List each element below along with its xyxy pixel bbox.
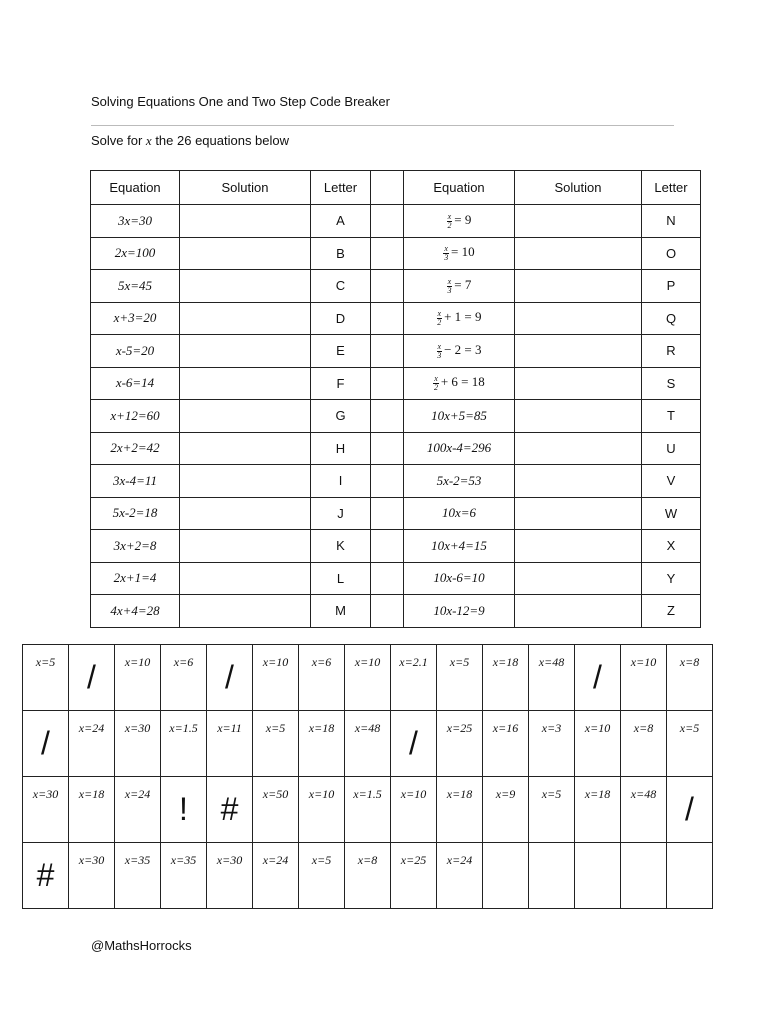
solution-cell[interactable] — [515, 497, 642, 530]
code-cell[interactable]: x=24 — [437, 843, 483, 909]
table-row — [91, 530, 701, 563]
code-cell[interactable]: x=10 — [621, 645, 667, 711]
fraction — [433, 375, 439, 392]
letter-cell: G — [311, 400, 371, 433]
spacer-cell — [371, 465, 404, 498]
letter-cell: A — [311, 205, 371, 238]
letter-cell: P — [642, 270, 701, 303]
equation-cell: 3x=30 — [91, 205, 180, 238]
equation-cell: x-5=20 — [91, 335, 180, 368]
code-cell[interactable]: x=10 — [345, 645, 391, 711]
title-divider — [91, 125, 674, 126]
equation-cell — [404, 302, 515, 335]
spacer-cell — [371, 400, 404, 433]
solution-cell[interactable] — [180, 237, 311, 270]
code-separator: / — [23, 711, 69, 777]
code-cell[interactable]: x=48 — [621, 777, 667, 843]
equation-table — [90, 170, 701, 628]
code-separator: ! — [161, 777, 207, 843]
equation-cell: 3x+2=8 — [91, 530, 180, 563]
solution-cell[interactable] — [180, 465, 311, 498]
solution-cell[interactable] — [180, 302, 311, 335]
fraction-denominator: 3 — [437, 350, 442, 360]
instruction-suffix: the 26 equations below — [151, 133, 290, 148]
code-cell[interactable]: x=5 — [299, 843, 345, 909]
code-cell[interactable]: x=30 — [115, 711, 161, 777]
code-cell[interactable]: x=50 — [253, 777, 299, 843]
fraction-denominator: 2 — [437, 318, 442, 327]
spacer-cell — [371, 497, 404, 530]
spacer-cell — [371, 237, 404, 270]
solution-cell[interactable] — [515, 302, 642, 335]
equation-table-header — [91, 171, 701, 205]
fraction-numerator: x — [447, 276, 452, 286]
code-cell[interactable]: x=16 — [483, 711, 529, 777]
letter-cell: Y — [642, 562, 701, 595]
author-credit: @MathsHorrocks — [91, 938, 192, 953]
code-separator: / — [207, 645, 253, 711]
spacer-cell — [371, 367, 404, 400]
code-cell[interactable] — [575, 843, 621, 909]
spacer-cell — [371, 205, 404, 238]
letter-cell: J — [311, 497, 371, 530]
code-cell[interactable]: x=8 — [345, 843, 391, 909]
equation-remainder: − 2 = 3 — [444, 341, 482, 357]
code-cell[interactable] — [621, 843, 667, 909]
code-cell[interactable]: x=30 — [69, 843, 115, 909]
letter-cell: M — [311, 595, 371, 628]
fraction — [437, 343, 443, 360]
equation-cell — [404, 367, 515, 400]
code-cell[interactable]: x=25 — [437, 711, 483, 777]
spacer-cell — [371, 432, 404, 465]
header-cell: Letter — [642, 171, 701, 205]
code-row — [23, 711, 713, 777]
fraction — [443, 245, 449, 262]
code-row — [23, 645, 713, 711]
letter-cell: R — [642, 335, 701, 368]
letter-cell: I — [311, 465, 371, 498]
solution-cell[interactable] — [180, 562, 311, 595]
solution-cell[interactable] — [180, 205, 311, 238]
table-row — [91, 205, 701, 238]
equation-cell: 10x+5=85 — [404, 400, 515, 433]
header-cell — [371, 171, 404, 205]
code-separator: # — [23, 843, 69, 909]
code-cell[interactable]: x=1.5 — [345, 777, 391, 843]
fraction — [447, 278, 453, 295]
letter-cell: W — [642, 497, 701, 530]
code-cell[interactable]: x=10 — [299, 777, 345, 843]
solution-cell[interactable] — [180, 367, 311, 400]
solution-cell[interactable] — [180, 335, 311, 368]
equation-cell: 3x-4=11 — [91, 465, 180, 498]
letter-cell: S — [642, 367, 701, 400]
solution-cell[interactable] — [515, 530, 642, 563]
fraction-denominator: 2 — [434, 383, 439, 392]
fraction — [447, 213, 453, 230]
letter-cell: O — [642, 237, 701, 270]
code-cell[interactable]: x=10 — [253, 645, 299, 711]
solution-cell[interactable] — [180, 400, 311, 433]
equation-cell: 10x-6=10 — [404, 562, 515, 595]
code-cell[interactable]: x=18 — [483, 645, 529, 711]
table-row — [91, 335, 701, 368]
fraction-numerator: x — [444, 244, 448, 253]
code-cell[interactable]: x=48 — [345, 711, 391, 777]
code-cell[interactable]: x=6 — [299, 645, 345, 711]
code-separator: / — [575, 645, 621, 711]
code-cell[interactable]: x=18 — [299, 711, 345, 777]
instructions — [91, 133, 289, 149]
code-cell[interactable]: x=1.5 — [161, 711, 207, 777]
code-cell[interactable] — [529, 843, 575, 909]
code-cell[interactable]: x=24 — [115, 777, 161, 843]
solution-cell[interactable] — [515, 465, 642, 498]
code-cell[interactable]: x=10 — [115, 645, 161, 711]
spacer-cell — [371, 595, 404, 628]
table-row — [91, 595, 701, 628]
letter-cell: T — [642, 400, 701, 433]
code-cell[interactable]: x=5 — [253, 711, 299, 777]
code-cell[interactable]: x=48 — [529, 645, 575, 711]
equation-cell: 10x-12=9 — [404, 595, 515, 628]
code-cell[interactable]: x=30 — [23, 777, 69, 843]
header-cell: Letter — [311, 171, 371, 205]
equation-cell — [404, 205, 515, 238]
letter-cell: N — [642, 205, 701, 238]
equation-cell: 10x=6 — [404, 497, 515, 530]
fraction-numerator: x — [437, 341, 442, 351]
equation-cell — [404, 335, 515, 368]
code-cell[interactable]: x=35 — [161, 843, 207, 909]
solution-cell[interactable] — [180, 530, 311, 563]
spacer-cell — [371, 335, 404, 368]
equation-cell — [404, 270, 515, 303]
solution-cell[interactable] — [515, 595, 642, 628]
code-cell[interactable]: x=18 — [69, 777, 115, 843]
code-cell[interactable]: x=2.1 — [391, 645, 437, 711]
equation-cell: x-6=14 — [91, 367, 180, 400]
instruction-variable: x — [145, 133, 152, 148]
letter-cell: U — [642, 432, 701, 465]
code-cell[interactable]: x=24 — [253, 843, 299, 909]
letter-cell: Q — [642, 302, 701, 335]
equation-cell: 5x-2=53 — [404, 465, 515, 498]
equation-cell: 2x+1=4 — [91, 562, 180, 595]
equation-cell: x+3=20 — [91, 302, 180, 335]
instruction-prefix: Solve for — [91, 133, 146, 148]
fraction — [437, 310, 443, 327]
header-cell: Solution — [180, 171, 311, 205]
solution-cell[interactable] — [180, 270, 311, 303]
code-row — [23, 843, 713, 909]
letter-cell: K — [311, 530, 371, 563]
code-cell[interactable]: x=10 — [391, 777, 437, 843]
table-row — [91, 562, 701, 595]
solution-cell[interactable] — [515, 237, 642, 270]
equation-remainder: + 1 = 9 — [444, 309, 482, 325]
table-row — [91, 302, 701, 335]
fraction-denominator: 3 — [444, 253, 449, 262]
table-row — [91, 367, 701, 400]
solution-cell[interactable] — [180, 432, 311, 465]
equation-cell: 100x-4=296 — [404, 432, 515, 465]
spacer-cell — [371, 302, 404, 335]
solution-cell[interactable] — [515, 335, 642, 368]
code-separator: # — [207, 777, 253, 843]
solution-cell[interactable] — [515, 270, 642, 303]
solution-cell[interactable] — [515, 205, 642, 238]
letter-cell: L — [311, 562, 371, 595]
code-cell[interactable]: x=5 — [529, 777, 575, 843]
solution-cell[interactable] — [515, 400, 642, 433]
code-row — [23, 777, 713, 843]
code-cell[interactable]: x=8 — [621, 711, 667, 777]
equation-cell: 4x+4=28 — [91, 595, 180, 628]
spacer-cell — [371, 270, 404, 303]
code-cell[interactable] — [483, 843, 529, 909]
table-row — [91, 497, 701, 530]
header-cell: Equation — [91, 171, 180, 205]
header-cell: Equation — [404, 171, 515, 205]
equation-cell: 5x-2=18 — [91, 497, 180, 530]
code-cell[interactable]: x=3 — [529, 711, 575, 777]
equation-cell: 5x=45 — [91, 270, 180, 303]
code-cell[interactable]: x=18 — [437, 777, 483, 843]
solution-cell[interactable] — [515, 432, 642, 465]
letter-cell: B — [311, 237, 371, 270]
code-cell[interactable] — [667, 843, 713, 909]
code-cell[interactable]: x=10 — [575, 711, 621, 777]
code-cell[interactable]: x=5 — [667, 711, 713, 777]
equation-remainder: = 9 — [454, 211, 472, 227]
code-cell[interactable]: x=9 — [483, 777, 529, 843]
equation-cell: 2x+2=42 — [91, 432, 180, 465]
letter-cell: F — [311, 367, 371, 400]
solution-cell[interactable] — [515, 367, 642, 400]
code-cell[interactable]: x=25 — [391, 843, 437, 909]
code-cell[interactable]: x=30 — [207, 843, 253, 909]
equation-cell: 10x+4=15 — [404, 530, 515, 563]
code-cell[interactable]: x=24 — [69, 711, 115, 777]
code-cell[interactable]: x=35 — [115, 843, 161, 909]
letter-cell: Z — [642, 595, 701, 628]
code-separator: / — [667, 777, 713, 843]
table-row — [91, 400, 701, 433]
solution-cell[interactable] — [180, 595, 311, 628]
letter-cell: H — [311, 432, 371, 465]
spacer-cell — [371, 562, 404, 595]
fraction-denominator: 3 — [447, 285, 452, 295]
table-row — [91, 465, 701, 498]
equation-cell — [404, 237, 515, 270]
code-cell[interactable]: x=18 — [575, 777, 621, 843]
fraction-numerator: x — [447, 211, 452, 221]
fraction-denominator: 2 — [447, 220, 452, 230]
code-cell[interactable]: x=5 — [23, 645, 69, 711]
equation-cell: x+12=60 — [91, 400, 180, 433]
header-cell: Solution — [515, 171, 642, 205]
page-title: Solving Equations One and Two Step Code Breaker — [91, 94, 390, 109]
code-cell[interactable]: x=6 — [161, 645, 207, 711]
solution-cell[interactable] — [515, 562, 642, 595]
code-cell[interactable]: x=5 — [437, 645, 483, 711]
equation-remainder: + 6 = 18 — [440, 374, 485, 390]
code-grid — [22, 644, 713, 909]
code-separator: / — [391, 711, 437, 777]
table-row — [91, 237, 701, 270]
equation-cell: 2x=100 — [91, 237, 180, 270]
table-row — [91, 270, 701, 303]
solution-cell[interactable] — [180, 497, 311, 530]
letter-cell: C — [311, 270, 371, 303]
table-row — [91, 432, 701, 465]
fraction-numerator: x — [434, 374, 438, 383]
letter-cell: X — [642, 530, 701, 563]
letter-cell: E — [311, 335, 371, 368]
fraction-numerator: x — [437, 309, 442, 318]
spacer-cell — [371, 530, 404, 563]
equation-remainder: = 7 — [454, 276, 472, 292]
letter-cell: V — [642, 465, 701, 498]
code-cell[interactable]: x=11 — [207, 711, 253, 777]
code-cell[interactable]: x=8 — [667, 645, 713, 711]
equation-remainder: = 10 — [450, 244, 475, 260]
code-separator: / — [69, 645, 115, 711]
letter-cell: D — [311, 302, 371, 335]
